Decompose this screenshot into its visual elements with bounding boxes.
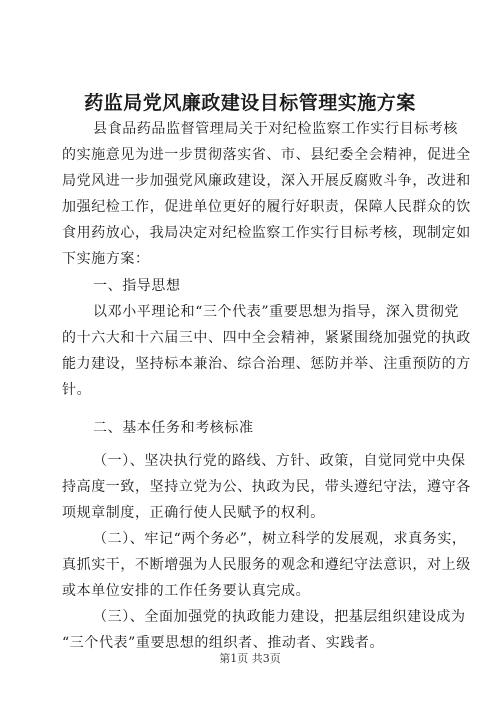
paragraph-line: 县食品药品监督管理局关于对纪检监察工作实行目标考核 (93, 121, 458, 137)
paragraph-line: 持高度一致，坚持立党为公、执政为民，带头遵纪守法，遵守各 (62, 479, 471, 495)
paragraph-line: “三个代表”重要思想的组织者、推动者、实践者。 (62, 635, 385, 651)
paragraph-line: 项规章制度，正确行使人民赋予的权利。 (62, 505, 325, 521)
paragraph-line: 的实施意见为进一步贯彻落实省、市、县纪委全会精神，促进全 (62, 147, 471, 163)
page-number-footer: 第1页 共3页 (219, 652, 281, 665)
paragraph-line: 真抓实干，不断增强为人民服务的观念和遵纪守法意识，对上级 (62, 557, 471, 573)
paragraph-line: 针。 (62, 382, 92, 398)
paragraph-line: （一）、坚决执行党的路线、方针、政策，自觉同党中央保 (93, 453, 466, 469)
paragraph-line: 食用药放心，我局决定对纪检监察工作实行目标考核，现制定如 (62, 225, 471, 241)
paragraph-line: 下实施方案： (62, 251, 150, 267)
paragraph-line: 或本单位安排的工作任务要认真完成。 (62, 583, 311, 599)
document-title: 药监局党风廉政建设目标管理实施方案 (84, 92, 416, 114)
paragraph-line: （三）、全面加强党的执政能力建设，把基层组织建设成为 (93, 609, 466, 625)
section-heading: 二、基本任务和考核标准 (93, 420, 254, 436)
section-heading: 一、指导思想 (93, 278, 181, 294)
paragraph-line: 的十六大和十六届三中、四中全会精神，紧紧围绕加强党的执政 (62, 330, 471, 346)
paragraph-line: 以邓小平理论和“三个代表”重要思想为指导，深入贯彻党 (93, 304, 459, 320)
paragraph-line: 局党风进一步加强党风廉政建设，深入开展反腐败斗争，改进和 (62, 173, 471, 189)
paragraph-line: 能力建设，坚持标本兼治、综合治理、惩防并举、注重预防的方 (62, 356, 471, 372)
paragraph-line: 加强纪检工作，促进单位更好的履行好职责，保障人民群众的饮 (62, 199, 471, 215)
paragraph-line: （二）、牢记“两个务必”，树立科学的发展观，求真务实， (93, 531, 467, 547)
